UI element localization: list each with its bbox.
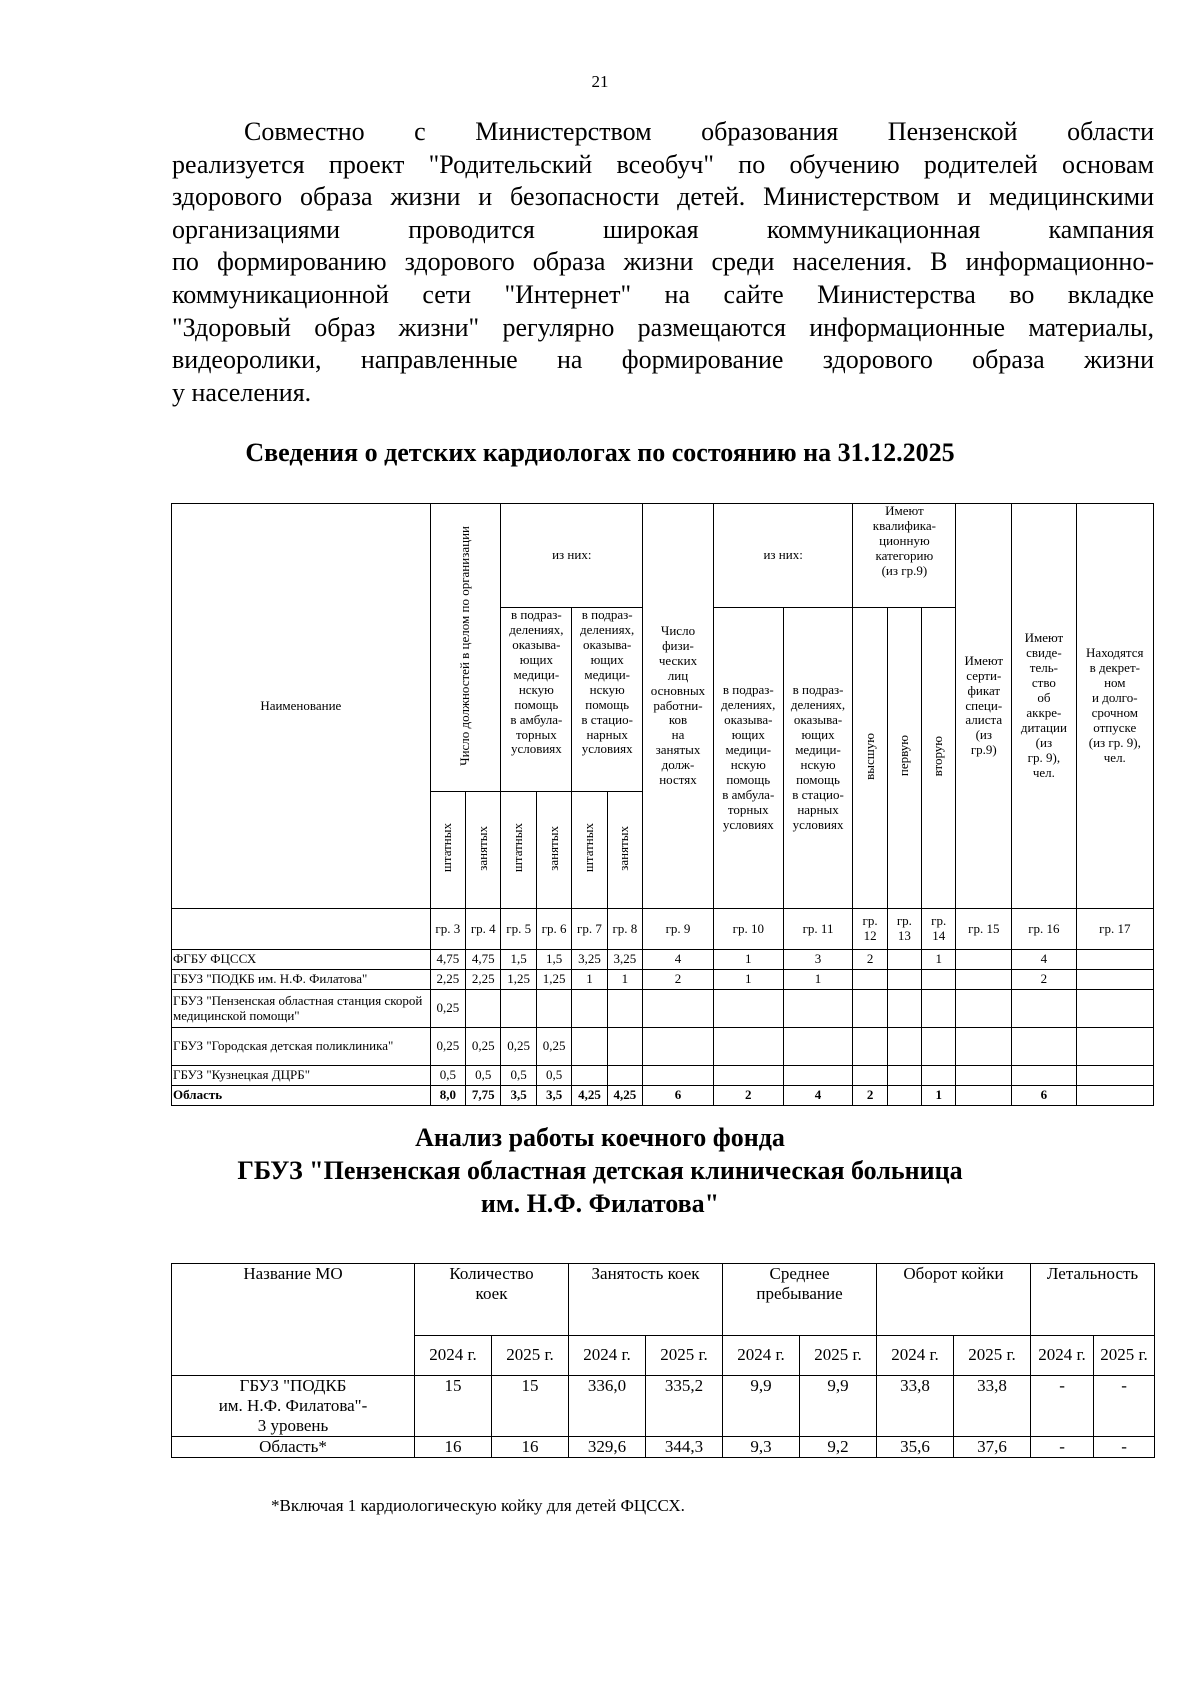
column-number: гр. 17 bbox=[1076, 909, 1153, 950]
table-cell: 33,8 bbox=[877, 1376, 954, 1437]
header-individuals: Число физи- ческих лиц основных работни- ков на занятых долж- ностях bbox=[643, 504, 714, 909]
table-cell: 0,25 bbox=[536, 1028, 571, 1066]
header-average-stay: Среднее пребывание bbox=[723, 1264, 877, 1336]
row-name: Область* bbox=[172, 1437, 415, 1458]
table-cell: 1,25 bbox=[501, 970, 536, 990]
table-cell: 1 bbox=[713, 970, 783, 990]
table-cell bbox=[956, 1066, 1012, 1086]
table-cell: 9,9 bbox=[800, 1376, 877, 1437]
table-cell bbox=[922, 990, 956, 1028]
column-number: гр. 16 bbox=[1012, 909, 1076, 950]
column-number: гр. 10 bbox=[713, 909, 783, 950]
table-cell: 15 bbox=[415, 1376, 492, 1437]
table-cell bbox=[643, 1028, 714, 1066]
year-header: 2025 г. bbox=[954, 1336, 1031, 1376]
bed-fund-title bbox=[0, 1121, 1200, 1220]
table-cell: - bbox=[1094, 1376, 1155, 1437]
table-cell bbox=[922, 1066, 956, 1086]
year-header: 2024 г. bbox=[415, 1336, 492, 1376]
header-first: первую bbox=[887, 608, 921, 909]
header-highest: высшую bbox=[853, 608, 887, 909]
table-cell bbox=[713, 990, 783, 1028]
table-cell: - bbox=[1031, 1437, 1094, 1458]
header-qualification-category: Имеют квалифика- ционную категорию (из гр.9) bbox=[853, 504, 956, 608]
bed-fund-title-line: ГБУЗ "Пензенская областная детская клиническая больница bbox=[237, 1156, 963, 1185]
table-cell: 329,6 bbox=[569, 1437, 646, 1458]
table-cell bbox=[713, 1028, 783, 1066]
table-row bbox=[172, 1376, 1155, 1437]
table-row bbox=[172, 970, 1154, 990]
table-cell: 3 bbox=[783, 950, 853, 970]
table-cell: 0,25 bbox=[466, 1028, 501, 1066]
table-cell: 4,25 bbox=[572, 1086, 607, 1106]
table-row bbox=[172, 1066, 1154, 1086]
table-cell bbox=[887, 1028, 921, 1066]
year-header: 2024 г. bbox=[723, 1336, 800, 1376]
table-cell: 1 bbox=[572, 970, 607, 990]
paragraph-line: реализуется проект "Родительский всеобуч" по обучению родителей основам bbox=[172, 149, 1154, 179]
table-cell bbox=[956, 1086, 1012, 1106]
header-staff: штатных bbox=[501, 792, 536, 909]
column-number: гр. 7 bbox=[572, 909, 607, 950]
table-cell: 2 bbox=[853, 1086, 887, 1106]
table-cell: 4,25 bbox=[607, 1086, 642, 1106]
header-positions-total: Число должностей в целом по организации bbox=[430, 504, 501, 792]
column-number: гр. 12 bbox=[853, 909, 887, 950]
table-cell: 8,0 bbox=[430, 1086, 465, 1106]
column-number: гр. 3 bbox=[430, 909, 465, 950]
table-cell bbox=[572, 1028, 607, 1066]
table-cell: 9,9 bbox=[723, 1376, 800, 1437]
table-cell: 0,5 bbox=[430, 1066, 465, 1086]
year-header: 2025 г. bbox=[646, 1336, 723, 1376]
row-name: ГБУЗ "ПОДКБ им. Н.Ф. Филатова"- 3 уровень bbox=[172, 1376, 415, 1437]
table-row bbox=[172, 950, 1154, 970]
table-cell: - bbox=[1031, 1376, 1094, 1437]
table-cell: 3,5 bbox=[536, 1086, 571, 1106]
header-certificate: Имеют серти- фикат специ- алиста (из гр.9) bbox=[956, 504, 1012, 909]
table-cell: 2 bbox=[1012, 970, 1076, 990]
row-name: ГБУЗ "Городская детская поликлиника" bbox=[172, 1028, 431, 1066]
header-staff: штатных bbox=[572, 792, 607, 909]
header-outpatient-2: в подраз- делениях, оказыва- ющих медици- нскую помощь в амбула- торных условиях bbox=[713, 608, 783, 909]
table-cell bbox=[607, 1028, 642, 1066]
header-second: вторую bbox=[922, 608, 956, 909]
cardiologists-table-title: Сведения о детских кардиологах по состоянию на 31.12.2025 bbox=[245, 438, 955, 467]
year-header: 2024 г. bbox=[1031, 1336, 1094, 1376]
column-number: гр. 15 bbox=[956, 909, 1012, 950]
table-cell: 3,25 bbox=[572, 950, 607, 970]
header-bed-turnover: Оборот койки bbox=[877, 1264, 1031, 1336]
table-cell bbox=[956, 950, 1012, 970]
header-mortality: Летальность bbox=[1031, 1264, 1155, 1336]
table-cell: 3,5 bbox=[501, 1086, 536, 1106]
table-cell bbox=[536, 990, 571, 1028]
header-inpatient-2: в подраз- делениях, оказыва- ющих медици- нскую помощь в стацио- нарных условиях bbox=[783, 608, 853, 909]
year-header: 2025 г. bbox=[492, 1336, 569, 1376]
table-cell: 2 bbox=[853, 950, 887, 970]
table-cell: 1 bbox=[607, 970, 642, 990]
table-cell bbox=[853, 990, 887, 1028]
table-cell bbox=[1012, 1066, 1076, 1086]
column-number-blank bbox=[172, 909, 431, 950]
table-row bbox=[172, 1086, 1154, 1106]
table-cell: 344,3 bbox=[646, 1437, 723, 1458]
table-cell bbox=[713, 1066, 783, 1086]
header-occupied: занятых bbox=[466, 792, 501, 909]
paragraph-line: у населения. bbox=[172, 377, 312, 407]
table-cell: 4 bbox=[1012, 950, 1076, 970]
table-cell: 1 bbox=[713, 950, 783, 970]
header-maternity-leave: Находятся в декрет- ном и долго- срочном отпуске (из гр. 9), чел. bbox=[1076, 504, 1153, 909]
table-cell bbox=[956, 1028, 1012, 1066]
table-row bbox=[172, 990, 1154, 1028]
year-header: 2024 г. bbox=[877, 1336, 954, 1376]
table-cell: 1,25 bbox=[536, 970, 571, 990]
header-inpatient: в подраз- делениях, оказыва- ющих медици- нскую помощь в стацио- нарных условиях bbox=[572, 608, 643, 792]
table-cell bbox=[922, 1028, 956, 1066]
table-cell: 35,6 bbox=[877, 1437, 954, 1458]
table-cell bbox=[607, 990, 642, 1028]
table-cell bbox=[1076, 1066, 1153, 1086]
table-cell bbox=[643, 990, 714, 1028]
table-cell bbox=[783, 1028, 853, 1066]
table-cell: 3,25 bbox=[607, 950, 642, 970]
paragraph-line: здорового образа жизни и безопасности детей. Министерством и медицинскими bbox=[172, 182, 1154, 212]
table-cell bbox=[643, 1066, 714, 1086]
paragraph-line: коммуникационной сети "Интернет" на сайте Министерства во вкладке bbox=[172, 279, 1154, 309]
table-cell: - bbox=[1094, 1437, 1155, 1458]
header-bed-count: Количество коек bbox=[415, 1264, 569, 1336]
table-cell: 2,25 bbox=[430, 970, 465, 990]
table-cell bbox=[887, 1066, 921, 1086]
table-cell: 6 bbox=[643, 1086, 714, 1106]
column-number: гр. 4 bbox=[466, 909, 501, 950]
table-cell bbox=[922, 970, 956, 990]
header-mo-name: Название МО bbox=[172, 1264, 415, 1376]
header-staff: штатных bbox=[430, 792, 465, 909]
paragraph-line: по формированию здорового образа жизни среди населения. В информационно- bbox=[172, 247, 1154, 277]
column-number: гр. 9 bbox=[643, 909, 714, 950]
table-cell bbox=[1076, 990, 1153, 1028]
table-cell: 336,0 bbox=[569, 1376, 646, 1437]
table-cell: 4,75 bbox=[430, 950, 465, 970]
table-cell bbox=[607, 1066, 642, 1086]
header-of-them-2: из них: bbox=[713, 504, 853, 608]
table-cell bbox=[466, 990, 501, 1028]
table-cell: 0,5 bbox=[536, 1066, 571, 1086]
footnote: *Включая 1 кардиологическую койку для детей ФЦССХ. bbox=[271, 1496, 685, 1515]
table-cell: 1 bbox=[783, 970, 853, 990]
column-number: гр. 13 bbox=[887, 909, 921, 950]
table-cell bbox=[956, 990, 1012, 1028]
page-number: 21 bbox=[591, 72, 609, 91]
column-number-row bbox=[172, 909, 1154, 950]
paragraph-line: организациями проводится широкая коммуникационная кампания bbox=[172, 214, 1154, 244]
header-bed-occupancy: Занятость коек bbox=[569, 1264, 723, 1336]
table-cell: 1,5 bbox=[536, 950, 571, 970]
header-occupied: занятых bbox=[536, 792, 571, 909]
column-number: гр. 11 bbox=[783, 909, 853, 950]
table-cell: 335,2 bbox=[646, 1376, 723, 1437]
table-row bbox=[172, 1437, 1155, 1458]
row-name: ФГБУ ФЦССХ bbox=[172, 950, 431, 970]
cardiologists-table bbox=[171, 503, 1154, 1106]
column-number: гр. 5 bbox=[501, 909, 536, 950]
header-outpatient: в подраз- делениях, оказыва- ющих медици- нскую помощь в амбула- торных условиях bbox=[501, 608, 572, 792]
table-cell bbox=[887, 970, 921, 990]
intro-paragraph bbox=[172, 116, 1154, 409]
table-cell bbox=[1076, 1086, 1153, 1106]
table-cell: 15 bbox=[492, 1376, 569, 1437]
table-cell: 37,6 bbox=[954, 1437, 1031, 1458]
table-cell: 9,3 bbox=[723, 1437, 800, 1458]
table-cell bbox=[853, 1028, 887, 1066]
paragraph-line: Совместно с Министерством образования Пензенской области bbox=[244, 117, 1154, 146]
header-occupied: занятых bbox=[607, 792, 642, 909]
table-cell bbox=[887, 950, 921, 970]
table-cell bbox=[887, 1086, 921, 1106]
column-number: гр. 6 bbox=[536, 909, 571, 950]
row-name: Область bbox=[172, 1086, 431, 1106]
row-name: ГБУЗ "ПОДКБ им. Н.Ф. Филатова" bbox=[172, 970, 431, 990]
table-cell: 0,25 bbox=[430, 1028, 465, 1066]
table-cell: 0,5 bbox=[466, 1066, 501, 1086]
table-cell: 16 bbox=[415, 1437, 492, 1458]
row-name: ГБУЗ "Кузнецкая ДЦРБ" bbox=[172, 1066, 431, 1086]
table-cell bbox=[572, 1066, 607, 1086]
year-header: 2025 г. bbox=[1094, 1336, 1155, 1376]
table-cell bbox=[783, 990, 853, 1028]
column-number: гр. 8 bbox=[607, 909, 642, 950]
table-cell: 6 bbox=[1012, 1086, 1076, 1106]
bed-fund-table bbox=[171, 1263, 1155, 1458]
table-cell: 2 bbox=[713, 1086, 783, 1106]
column-number: гр. 14 bbox=[922, 909, 956, 950]
bed-fund-title-line: Анализ работы коечного фонда bbox=[415, 1123, 785, 1152]
table-cell: 1 bbox=[922, 950, 956, 970]
table-cell: 16 bbox=[492, 1437, 569, 1458]
table-cell bbox=[572, 990, 607, 1028]
table-cell bbox=[1076, 1028, 1153, 1066]
header-accreditation: Имеют свиде- тель- ство об аккре- дитации (из гр. 9), чел. bbox=[1012, 504, 1076, 909]
header-name: Наименование bbox=[172, 504, 431, 909]
table-cell bbox=[501, 990, 536, 1028]
table-cell: 0,5 bbox=[501, 1066, 536, 1086]
table-cell bbox=[853, 970, 887, 990]
table-cell: 33,8 bbox=[954, 1376, 1031, 1437]
table-cell: 2,25 bbox=[466, 970, 501, 990]
table-cell: 1 bbox=[922, 1086, 956, 1106]
table-cell: 7,75 bbox=[466, 1086, 501, 1106]
table-cell bbox=[887, 990, 921, 1028]
table-cell: 4 bbox=[783, 1086, 853, 1106]
table-cell: 1,5 bbox=[501, 950, 536, 970]
table-cell bbox=[1012, 990, 1076, 1028]
year-header: 2025 г. bbox=[800, 1336, 877, 1376]
bed-fund-title-line: им. Н.Ф. Филатова" bbox=[480, 1189, 720, 1218]
table-cell: 4 bbox=[643, 950, 714, 970]
year-header: 2024 г. bbox=[569, 1336, 646, 1376]
table-cell: 4,75 bbox=[466, 950, 501, 970]
table-cell: 0,25 bbox=[501, 1028, 536, 1066]
row-name: ГБУЗ "Пензенская областная станция скорой медицинской помощи" bbox=[172, 990, 431, 1028]
table-cell: 0,25 bbox=[430, 990, 465, 1028]
table-cell bbox=[1012, 1028, 1076, 1066]
table-cell: 2 bbox=[643, 970, 714, 990]
table-cell bbox=[1076, 950, 1153, 970]
table-cell bbox=[1076, 970, 1153, 990]
header-of-them: из них: bbox=[501, 504, 643, 608]
table-cell bbox=[783, 1066, 853, 1086]
paragraph-line: "Здоровый образ жизни" регулярно размещаются информационные материалы, bbox=[172, 312, 1154, 342]
table-cell bbox=[853, 1066, 887, 1086]
table-cell bbox=[956, 970, 1012, 990]
table-row bbox=[172, 1028, 1154, 1066]
paragraph-line: видеоролики, направленные на формирование здорового образа жизни bbox=[172, 345, 1154, 375]
table-cell: 9,2 bbox=[800, 1437, 877, 1458]
